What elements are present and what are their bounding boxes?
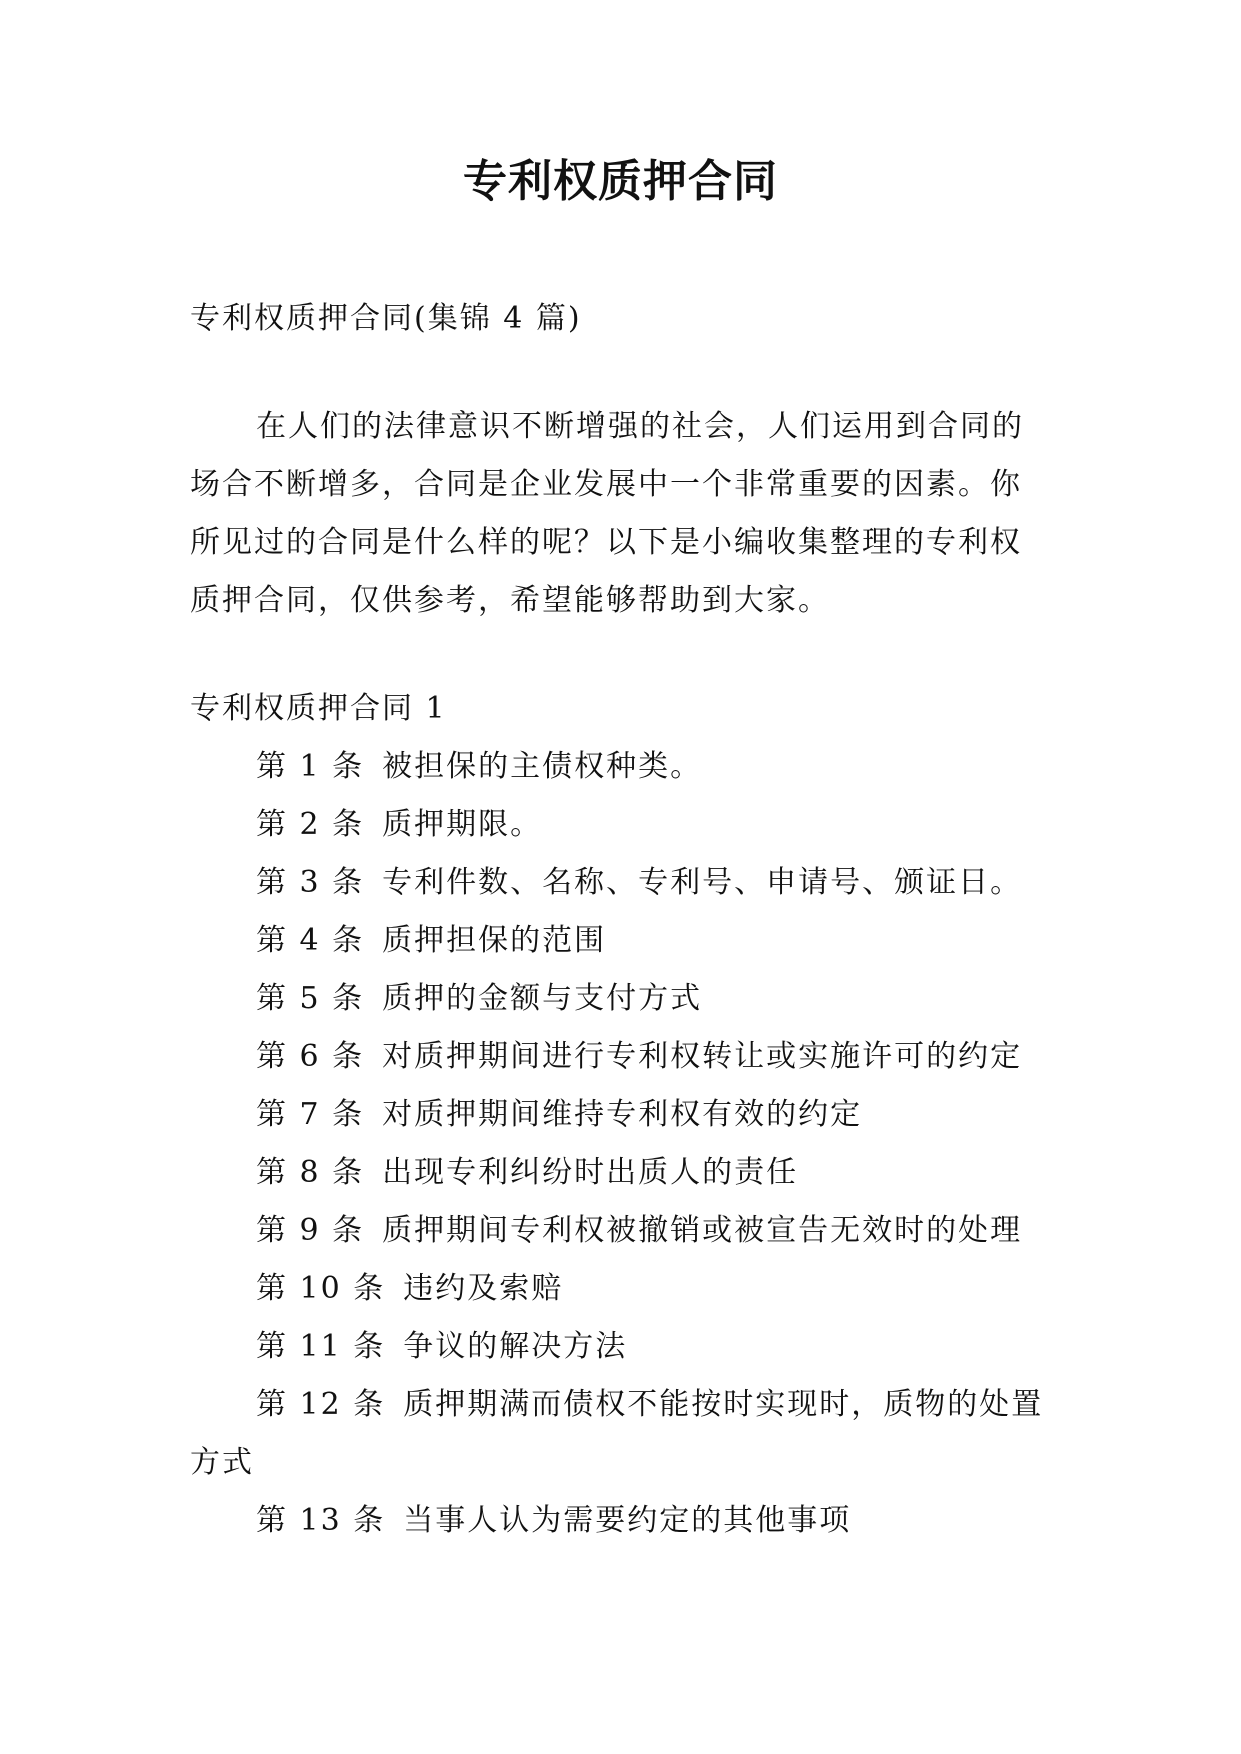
- article-item: [190, 796, 1050, 854]
- article-number: 第 2 条: [256, 807, 365, 842]
- article-item: [190, 1376, 1050, 1492]
- article-number: 第 12 条: [256, 1387, 386, 1422]
- article-text: 质押期间专利权被撤销或被宣告无效时的处理: [382, 1213, 1023, 1248]
- article-text: 争议的解决方法: [403, 1329, 628, 1364]
- article-item: [190, 1202, 1050, 1260]
- document-title: 专利权质押合同: [463, 156, 778, 207]
- article-item: [190, 1086, 1050, 1144]
- article-text: 违约及索赔: [403, 1271, 564, 1306]
- intro-paragraph: 在人们的法律意识不断增强的社会，人们运用到合同的场合不断增多，合同是企业发展中一个非常重要的因素。你所见过的合同是什么样的呢？以下是小编收集整理的专利权质押合同，仅供参考，希望能够帮助到大家。: [190, 409, 1024, 618]
- article-list: [190, 738, 1050, 1550]
- article-text: 质押担保的范围: [382, 923, 607, 958]
- article-text: 质押期限。: [382, 807, 543, 842]
- article-text: 当事人认为需要约定的其他事项: [403, 1503, 852, 1538]
- article-number: 第 11 条: [256, 1329, 386, 1364]
- article-text: 对质押期间进行专利权转让或实施许可的约定: [382, 1039, 1023, 1074]
- article-number: 第 3 条: [256, 865, 365, 900]
- document-subtitle: 专利权质押合同(集锦 4 篇): [190, 301, 582, 336]
- article-text: 对质押期间维持专利权有效的约定: [382, 1097, 863, 1132]
- article-item: [190, 970, 1050, 1028]
- article-text: 出现专利纠纷时出质人的责任: [382, 1155, 799, 1190]
- article-number: 第 8 条: [256, 1155, 365, 1190]
- article-item: [190, 738, 1050, 796]
- article-number: 第 7 条: [256, 1097, 365, 1132]
- article-number: 第 5 条: [256, 981, 365, 1016]
- section-title: 专利权质押合同 1: [190, 691, 447, 726]
- article-item: [190, 854, 1050, 912]
- article-item: [190, 912, 1050, 970]
- article-item: [190, 1028, 1050, 1086]
- article-number: 第 4 条: [256, 923, 365, 958]
- article-text: 质押期满而债权不能按时实现时，质物的处置方式: [190, 1387, 1044, 1480]
- article-item: [190, 1492, 1050, 1550]
- article-number: 第 6 条: [256, 1039, 365, 1074]
- article-text: 被担保的主债权种类。: [382, 749, 703, 784]
- article-number: 第 9 条: [256, 1213, 365, 1248]
- article-text: 质押的金额与支付方式: [382, 981, 703, 1016]
- article-number: 第 10 条: [256, 1271, 386, 1306]
- article-item: [190, 1318, 1050, 1376]
- article-text: 专利件数、名称、专利号、申请号、颁证日。: [382, 865, 1023, 900]
- article-number: 第 13 条: [256, 1503, 386, 1538]
- document-body: [190, 290, 1050, 1550]
- article-item: [190, 1144, 1050, 1202]
- article-item: [190, 1260, 1050, 1318]
- article-number: 第 1 条: [256, 749, 365, 784]
